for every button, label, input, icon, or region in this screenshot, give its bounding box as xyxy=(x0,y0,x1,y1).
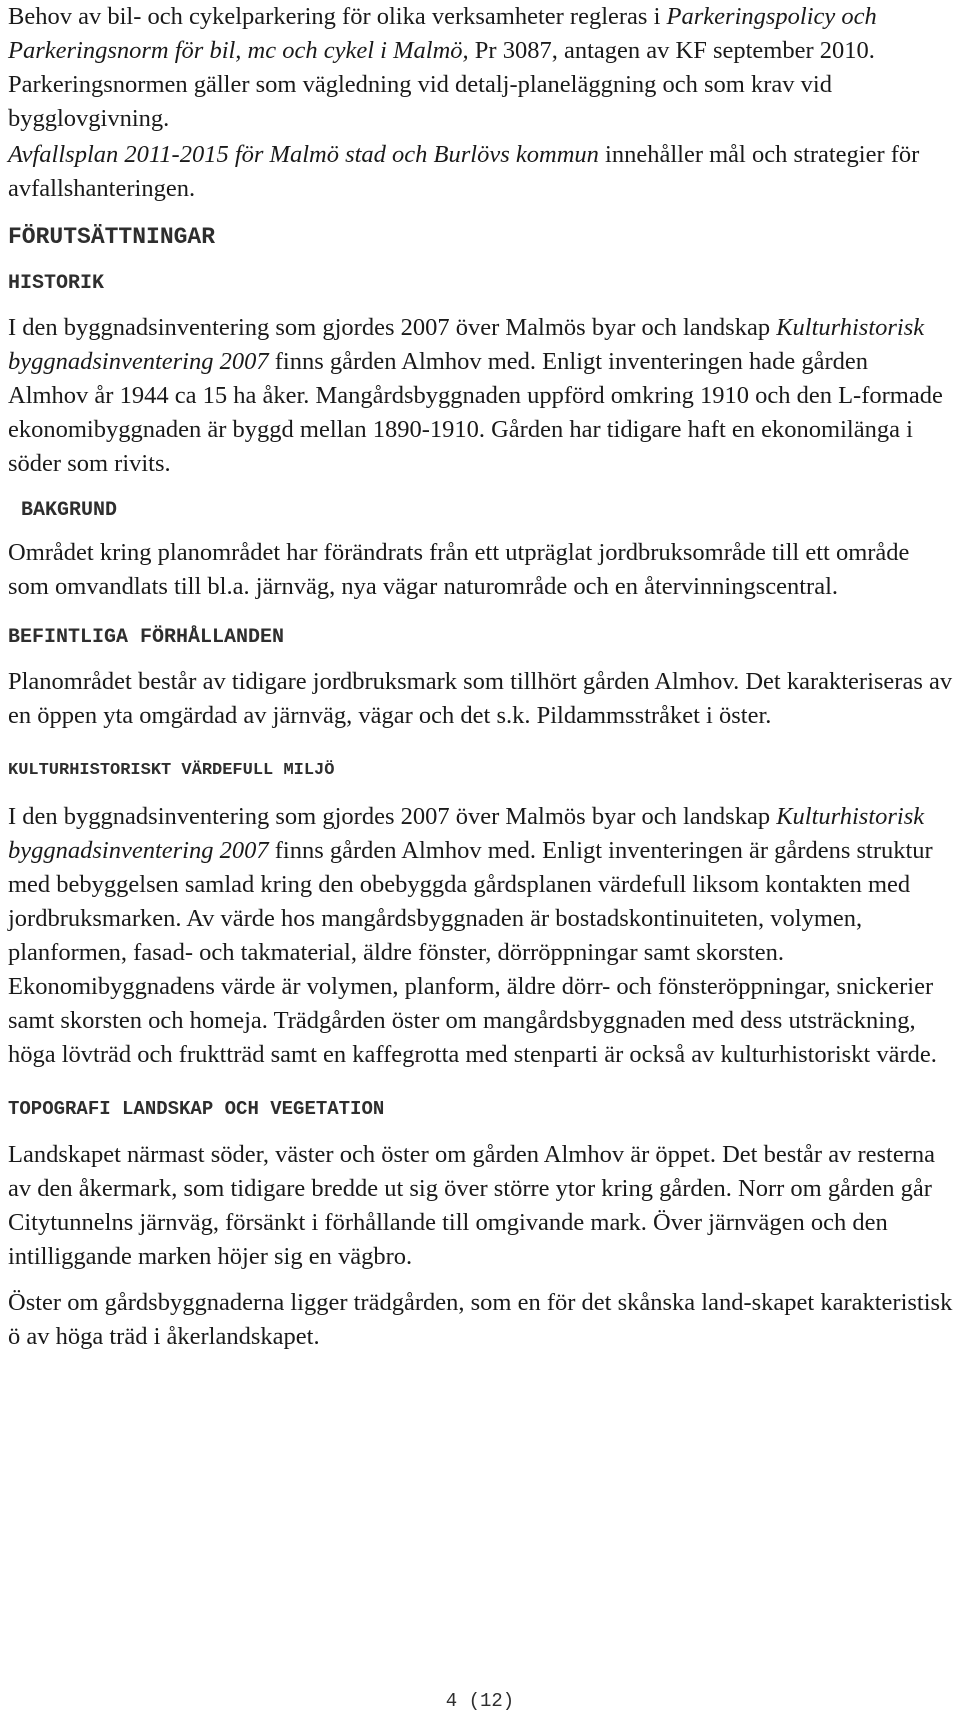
historik-paragraph: I den byggnadsinventering som gjordes 2007 över Malmös byar och landskap Kulturhistorisk byggnadsinventering 2007 finns gården Almhov med. Enligt inventeringen hade gården Almhov år 1944 ca 15 ha åker. Mangårdsbyggnaden uppförd omkring 1910 och den L-formade ekonomibyggnaden är byggd mellan 1890-1910. Gården har tidigare haft en ekonomilänga i söder som rivits. xyxy=(8,314,943,477)
document-page xyxy=(8,0,953,1354)
kulturhistoriskt-paragraph: I den byggnadsinventering som gjordes 2007 över Malmös byar och landskap Kulturhistorisk byggnadsinventering 2007 finns gården Almhov med. Enligt inventeringen är gårdens struktur med bebyggelsen samlad kring den obebyggda gårdsplanen värdefull liksom kontakten med jordbruksmarken. Av värde hos mangårdsbyggnaden är bostadskontinuiteten, volymen, planformen, fasad- och takmaterial, äldre fönster, dörröppningar samt skorsten. Ekonomibyggnadens värde är volymen, planform, äldre dörr- och fönsteröppningar, snickerier samt skorsten och homeja. Trädgården öster om mangårdsbyggnaden med dess utsträckning, höga lövträd och fruktträd samt en kaffegrotta med stenparti är också av kulturhistoriskt värde. xyxy=(8,803,937,1068)
bakgrund-paragraph: Området kring planområdet har förändrats från ett utpräglat jordbruksområde till ett område som omvandlats till bl.a. järnväg, nya vägar naturområde och en återvinningscentral. xyxy=(8,539,910,600)
heading-bakgrund: BAKGRUND xyxy=(21,499,118,522)
heading-kulturhistoriskt-vardefull-miljo: KULTURHISTORISKT VÄRDEFULL MILJÖ xyxy=(8,761,335,780)
topografi-paragraph-1: Landskapet närmast söder, väster och öster om gården Almhov är öppet. Det består av resterna av den åkermark, som tidigare bredde ut sig över större ytor kring gården. Norr om gården går Citytunnelns järnväg, försänkt i förhållande till omgivande mark. Över järnvägen och den intilliggande marken höjer sig en vägbro. xyxy=(8,1141,935,1270)
page-number: 4 (12) xyxy=(445,1690,515,1712)
heading-topografi: TOPOGRAFI LANDSKAP OCH VEGETATION xyxy=(8,1098,385,1120)
intro-paragraph-parking: Behov av bil- och cykelparkering för olika verksamheter regleras i Parkeringspolicy och Parkeringsnorm för bil, mc och cykel i Malmö, Pr 3087, antagen av KF september 2010. Parkeringsnormen gäller som vägledning vid detalj-planeläggning och som krav vid bygglovgivning. xyxy=(8,3,877,132)
heading-forutsattningar: FÖRUTSÄTTNINGAR xyxy=(8,224,216,250)
befintliga-paragraph: Planområdet består av tidigare jordbruksmark som tillhört gården Almhov. Det karakteriseras av en öppen yta omgärdad av järnväg, vägar och det s.k. Pildammsstråket i öster. xyxy=(8,668,953,729)
intro-paragraph-waste: Avfallsplan 2011-2015 för Malmö stad och Burlövs kommun innehåller mål och strategier för avfallshanteringen. xyxy=(8,141,920,202)
heading-historik: HISTORIK xyxy=(8,272,105,295)
topografi-paragraph-2: Öster om gårdsbyggnaderna ligger trädgården, som en för det skånska land-skapet karakteristisk ö av höga träd i åkerlandskapet. xyxy=(8,1289,953,1350)
heading-befintliga-forhallanden: BEFINTLIGA FÖRHÅLLANDEN xyxy=(8,626,285,649)
